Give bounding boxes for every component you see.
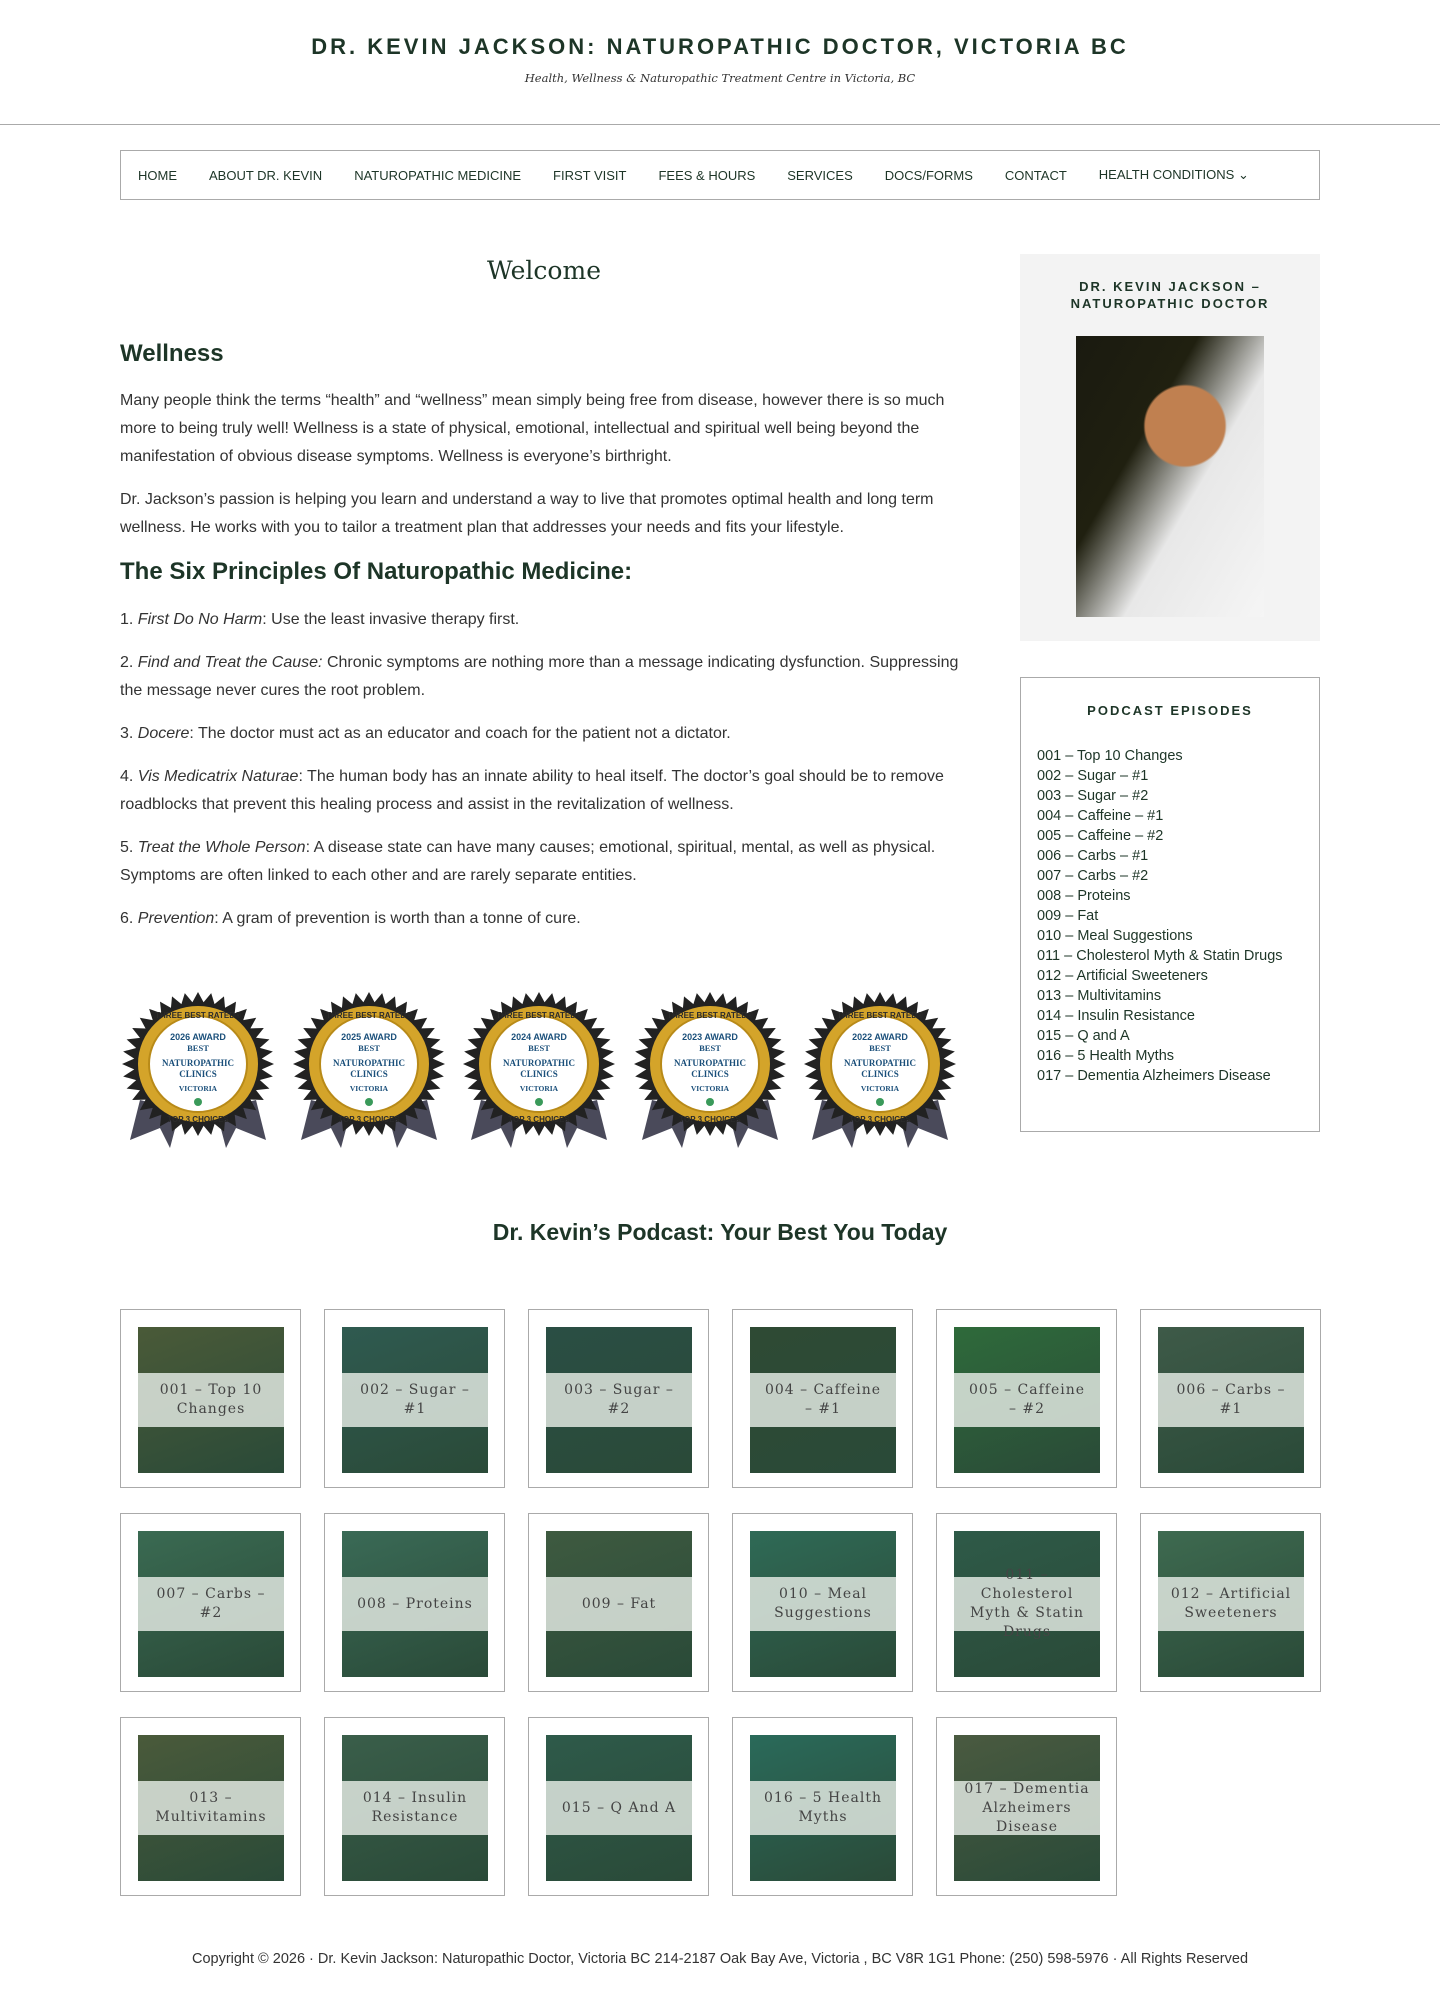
badge-best: BEST	[528, 1043, 550, 1053]
podcast-thumbnail[interactable]	[138, 1735, 284, 1881]
podcast-tile-label: 009 – Fat	[546, 1577, 692, 1631]
podcast-tile-label: 010 – Meal Suggestions	[750, 1577, 896, 1631]
podcast-thumbnail[interactable]	[342, 1327, 488, 1473]
badge-best: BEST	[869, 1043, 891, 1053]
badge-bottom-text: TOP 3 CHOICES	[167, 1115, 229, 1124]
podcast-thumbnail[interactable]	[546, 1531, 692, 1677]
podcast-tile[interactable]	[732, 1717, 913, 1896]
badge-bottom-text: TOP 3 CHOICES	[337, 1115, 400, 1124]
wellness-paragraph-2: Dr. Jackson’s passion is helping you learn and understand a way to live that promotes optimal health and long term wellness. He works with you to tailor a treatment plan that addresses your needs and fits your lifestyle.	[120, 491, 934, 536]
podcast-tile[interactable]	[120, 1513, 301, 1692]
podcast-tile-label: 006 – Carbs – #1	[1158, 1373, 1304, 1427]
principle-term: First Do No Harm	[137, 611, 263, 628]
badge-year: 2026 AWARD	[170, 1032, 226, 1042]
podcast-tile-label: 007 – Carbs – #2	[138, 1577, 284, 1631]
badge-line1: NATUROPATHIC	[844, 1058, 916, 1068]
podcast-thumbnail[interactable]	[954, 1327, 1100, 1473]
podcast-tile-label: 013 – Multivitamins	[138, 1781, 284, 1835]
podcast-thumbnail[interactable]	[1158, 1327, 1304, 1473]
badge-best: BEST	[187, 1043, 209, 1053]
podcast-thumbnail[interactable]	[1158, 1531, 1304, 1677]
episode-link[interactable]: 011 – Cholesterol Myth & Statin Drugs	[1037, 948, 1283, 964]
principle-text: : Use the least invasive therapy first.	[262, 611, 520, 628]
podcast-tile[interactable]	[936, 1309, 1117, 1488]
award-badges	[120, 990, 968, 1150]
episode-link[interactable]: 007 – Carbs – #2	[1037, 868, 1149, 884]
principle-term: Docere	[137, 725, 190, 742]
badge-city: VICTORIA	[349, 1084, 388, 1093]
award-badge	[291, 990, 447, 1150]
episode-list	[1037, 746, 1319, 1086]
podcast-tile[interactable]	[732, 1309, 913, 1488]
podcast-tile[interactable]	[528, 1513, 709, 1692]
principle-text: Chronic symptoms are nothing more than a message indicating dysfunction. Suppressing the message never cures the root problem.	[120, 654, 959, 699]
principle-item	[120, 763, 968, 819]
episode-link[interactable]: 015 – Q and A	[1037, 1028, 1130, 1044]
podcast-thumbnail[interactable]	[750, 1531, 896, 1677]
award-badge	[802, 990, 958, 1150]
principle-item	[120, 606, 968, 634]
podcast-thumbnail[interactable]	[750, 1735, 896, 1881]
podcast-tile-label: 016 – 5 Health Myths	[750, 1781, 896, 1835]
badge-line2: CLINICS	[179, 1069, 217, 1079]
wellness-paragraph-1: Many people think the terms “health” and “wellness” mean simply being free from disease, however there is so much more to being truly well! Wellness is a state of physical, emotional, intellectual and spiritual well being beyond the manifestation of obvious disease symptoms. Wellness is everyone’s birthright.	[120, 392, 945, 465]
nav-about[interactable]: ABOUT DR. KEVIN	[209, 167, 323, 183]
award-badge	[120, 990, 276, 1150]
nav-naturopathic-medicine[interactable]: NATUROPATHIC MEDICINE	[354, 167, 522, 183]
badge-top-text: THREE BEST RATED®	[325, 1011, 412, 1020]
principle-text: : A disease state can have many causes; emotional, spiritual, mental, as well as physical. Symptoms are often linked to each other and are rarely separate entities.	[120, 839, 936, 884]
principle-number: 6.	[120, 910, 138, 927]
podcast-tile-label: 005 – Caffeine – #2	[954, 1373, 1100, 1427]
badge-city: VICTORIA	[860, 1084, 900, 1093]
badge-best: BEST	[357, 1043, 380, 1053]
page-title: Welcome	[486, 256, 601, 285]
badge-line1: NATUROPATHIC	[503, 1058, 575, 1068]
doctor-widget-title: DR. KEVIN JACKSON – NATUROPATHIC DOCTOR	[1070, 279, 1270, 311]
footer-copyright: Copyright © 2026 · Dr. Kevin Jackson: Naturopathic Doctor, Victoria BC 214-2187 Oak Bay Ave, Victoria , BC V8R 1G1 Phone: (250) 598-5976 · All Rights Reserved	[191, 1951, 1249, 1967]
podcast-tile[interactable]	[936, 1717, 1117, 1896]
podcast-tile[interactable]	[120, 1309, 301, 1488]
podcast-tile[interactable]	[732, 1513, 913, 1692]
episode-link[interactable]: 001 – Top 10 Changes	[1037, 748, 1183, 764]
doctor-widget	[1020, 254, 1320, 641]
badge-top-text: THREE BEST RATED®	[837, 1011, 923, 1020]
badge-line1: NATUROPATHIC	[673, 1058, 746, 1068]
podcast-tile[interactable]	[528, 1309, 709, 1488]
episode-link[interactable]: 002 – Sugar – #1	[1037, 768, 1149, 784]
nav-services[interactable]: SERVICES	[787, 167, 853, 183]
podcast-tile[interactable]	[324, 1513, 505, 1692]
badge-top-text: THREE BEST RATED®	[155, 1011, 241, 1020]
principle-text: : The human body has an innate ability to heal itself. The doctor’s goal should be to remove roadblocks that prevent this healing process and assist in the revitalization of wellness.	[120, 768, 944, 813]
nav-docs-forms[interactable]: DOCS/FORMS	[884, 167, 973, 183]
principle-number: 5.	[120, 839, 138, 856]
doctor-photo	[1076, 336, 1264, 617]
podcast-heading: Dr. Kevin’s Podcast: Your Best You Today	[492, 1219, 948, 1245]
site-title[interactable]: DR. KEVIN JACKSON: NATUROPATHIC DOCTOR, VICTORIA BC	[311, 34, 1129, 59]
badge-line2: CLINICS	[520, 1069, 558, 1079]
podcast-tile-label: 001 – Top 10 Changes	[138, 1373, 284, 1427]
episode-link[interactable]: 014 – Insulin Resistance	[1037, 1008, 1195, 1024]
principle-term: Vis Medicatrix Naturae	[137, 768, 299, 785]
episode-link[interactable]: 008 – Proteins	[1037, 888, 1131, 904]
podcast-thumbnail[interactable]	[954, 1735, 1100, 1881]
episode-link[interactable]: 016 – 5 Health Myths	[1037, 1048, 1175, 1064]
podcast-tile-label: 012 – Artificial Sweeteners	[1158, 1577, 1304, 1631]
principle-item	[120, 905, 968, 933]
podcast-tile-label: 017 – Dementia Alzheimers Disease	[954, 1781, 1100, 1835]
badge-bottom-text: TOP 3 CHOICES	[508, 1115, 570, 1124]
badge-year: 2024 AWARD	[511, 1032, 567, 1042]
episode-link[interactable]: 017 – Dementia Alzheimers Disease	[1037, 1068, 1271, 1084]
nav-contact[interactable]: CONTACT	[1004, 167, 1067, 183]
principles-heading: The Six Principles Of Naturopathic Medicine:	[120, 558, 633, 585]
award-badge	[461, 990, 617, 1150]
principle-number: 1.	[120, 611, 138, 628]
podcast-widget-title: PODCAST EPISODES	[1087, 703, 1253, 718]
podcast-tile[interactable]	[528, 1717, 709, 1896]
podcast-tile-label: 002 – Sugar – #1	[342, 1373, 488, 1427]
principle-number: 4.	[120, 768, 138, 785]
podcast-tile-label: 003 – Sugar – #2	[546, 1373, 692, 1427]
podcast-tile-label: 008 – Proteins	[342, 1577, 488, 1631]
podcast-thumbnail[interactable]	[342, 1735, 488, 1881]
principle-item	[120, 834, 968, 890]
podcast-thumbnail[interactable]	[546, 1327, 692, 1473]
episode-link[interactable]: 010 – Meal Suggestions	[1037, 928, 1193, 944]
episode-link[interactable]: 006 – Carbs – #1	[1037, 848, 1149, 864]
podcast-thumbnail[interactable]	[750, 1327, 896, 1473]
nav-first-visit[interactable]: FIRST VISIT	[553, 167, 627, 183]
badge-line2: CLINICS	[861, 1069, 899, 1079]
site-tagline: Health, Wellness & Naturopathic Treatment Centre in Victoria, BC	[524, 71, 916, 85]
badge-top-text: THREE BEST RATED®	[666, 1011, 753, 1020]
principle-item	[120, 720, 968, 748]
badge-year: 2023 AWARD	[681, 1032, 738, 1042]
principle-number: 3.	[120, 725, 138, 742]
badge-bottom-text: TOP 3 CHOICES	[678, 1115, 741, 1124]
nav-home[interactable]: HOME	[138, 167, 177, 183]
podcast-tile-label: 011 – Cholesterol Myth & Statin Drugs	[954, 1577, 1100, 1631]
principle-item	[120, 649, 968, 705]
main-nav	[120, 150, 1320, 200]
badge-line2: CLINICS	[690, 1069, 729, 1079]
principle-term: Find and Treat the Cause:	[137, 654, 323, 671]
episode-link[interactable]: 004 – Caffeine – #1	[1037, 808, 1164, 824]
header-divider	[0, 124, 1440, 125]
podcast-thumbnail[interactable]	[138, 1327, 284, 1473]
podcast-thumbnail[interactable]	[138, 1531, 284, 1677]
podcast-tile[interactable]	[936, 1513, 1117, 1692]
podcast-tile-label: 015 – Q And A	[546, 1781, 692, 1835]
principle-term: Prevention	[137, 910, 215, 927]
badge-city: VICTORIA	[519, 1084, 559, 1093]
badge-line1: NATUROPATHIC	[162, 1058, 234, 1068]
nav-health-conditions[interactable]: HEALTH CONDITIONS ⌄	[1098, 167, 1249, 182]
episode-link[interactable]: 003 – Sugar – #2	[1037, 788, 1149, 804]
podcast-thumbnail[interactable]	[546, 1735, 692, 1881]
badge-year: 2025 AWARD	[340, 1032, 397, 1042]
badge-line2: CLINICS	[349, 1069, 388, 1079]
podcast-thumbnail[interactable]	[954, 1531, 1100, 1677]
principle-text: : The doctor must act as an educator and coach for the patient not a dictator.	[189, 725, 731, 742]
award-badge	[632, 990, 788, 1150]
principle-number: 2.	[120, 654, 138, 671]
podcast-thumbnail[interactable]	[342, 1531, 488, 1677]
badge-line1: NATUROPATHIC	[332, 1058, 405, 1068]
episode-link[interactable]: 005 – Caffeine – #2	[1037, 828, 1164, 844]
badge-bottom-text: TOP 3 CHOICES	[849, 1115, 911, 1124]
podcast-tile[interactable]	[1140, 1309, 1321, 1488]
podcast-tile[interactable]	[1140, 1513, 1321, 1692]
principle-text: : A gram of prevention is worth than a tonne of cure.	[214, 910, 581, 927]
badge-city: VICTORIA	[690, 1084, 729, 1093]
badge-best: BEST	[698, 1043, 721, 1053]
podcast-tile[interactable]	[324, 1309, 505, 1488]
nav-fees-hours[interactable]: FEES & HOURS	[658, 167, 756, 183]
podcast-tile[interactable]	[324, 1717, 505, 1896]
badge-top-text: THREE BEST RATED®	[496, 1011, 582, 1020]
badge-city: VICTORIA	[178, 1084, 218, 1093]
principle-term: Treat the Whole Person	[137, 839, 306, 856]
badge-year: 2022 AWARD	[852, 1032, 908, 1042]
episode-link[interactable]: 012 – Artificial Sweeteners	[1037, 968, 1208, 984]
episode-link[interactable]: 013 – Multivitamins	[1037, 988, 1162, 1004]
podcast-episodes-widget	[1020, 677, 1320, 1132]
podcast-tile-label: 004 – Caffeine – #1	[750, 1373, 896, 1427]
episode-link[interactable]: 009 – Fat	[1037, 908, 1099, 924]
podcast-tile[interactable]	[120, 1717, 301, 1896]
podcast-tile-label: 014 – Insulin Resistance	[342, 1781, 488, 1835]
wellness-heading: Wellness	[120, 340, 224, 367]
